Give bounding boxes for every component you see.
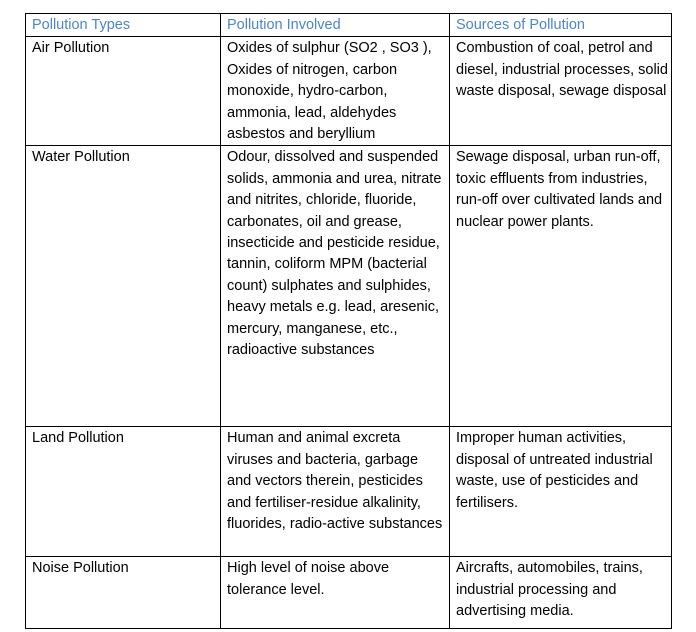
table-row — [26, 37, 672, 146]
table-row — [26, 557, 672, 629]
cell-pollution-type: Noise Pollution — [26, 557, 221, 629]
header-sources-of-pollution: Sources of Pollution — [450, 14, 672, 37]
cell-pollution-sources: Aircrafts, automobiles, trains, industrial processing and advertising media. — [450, 557, 672, 629]
cell-pollution-sources: Improper human activities, disposal of untreated industrial waste, use of pesticides and fertilisers. — [450, 427, 672, 557]
table-row — [26, 427, 672, 557]
table-row — [26, 146, 672, 427]
header-pollution-types: Pollution Types — [26, 14, 221, 37]
cell-pollution-type: Land Pollution — [26, 427, 221, 557]
pollution-table — [25, 13, 672, 629]
cell-pollution-involved: High level of noise above tolerance level. — [221, 557, 450, 629]
cell-pollution-involved: Odour, dissolved and suspended solids, ammonia and urea, nitrate and nitrites, chloride, fluoride, carbonates, oil and grease, insecticide and pesticide residue, tannin, coliform MPM (bacterial count) sulphates and sulphides, heavy metals e.g. lead, aresenic, mercury, manganese, etc., radioactive substances — [221, 146, 450, 427]
cell-pollution-type: Water Pollution — [26, 146, 221, 427]
cell-pollution-type: Air Pollution — [26, 37, 221, 146]
cell-pollution-sources: Sewage disposal, urban run-off, toxic effluents from industries, run-off over cultivated lands and nuclear power plants. — [450, 146, 672, 427]
cell-pollution-involved: Human and animal excreta viruses and bacteria, garbage and vectors therein, pesticides and fertiliser-residue alkalinity, fluorides, radio-active substances — [221, 427, 450, 557]
cell-pollution-sources: Combustion of coal, petrol and diesel, industrial processes, solid waste disposal, sewage disposal — [450, 37, 672, 146]
table-header-row — [26, 14, 672, 37]
cell-pollution-involved: Oxides of sulphur (SO2 , SO3 ), Oxides of nitrogen, carbon monoxide, hydro-carbon, ammonia, lead, aldehydes asbestos and beryllium — [221, 37, 450, 146]
header-pollution-involved: Pollution Involved — [221, 14, 450, 37]
